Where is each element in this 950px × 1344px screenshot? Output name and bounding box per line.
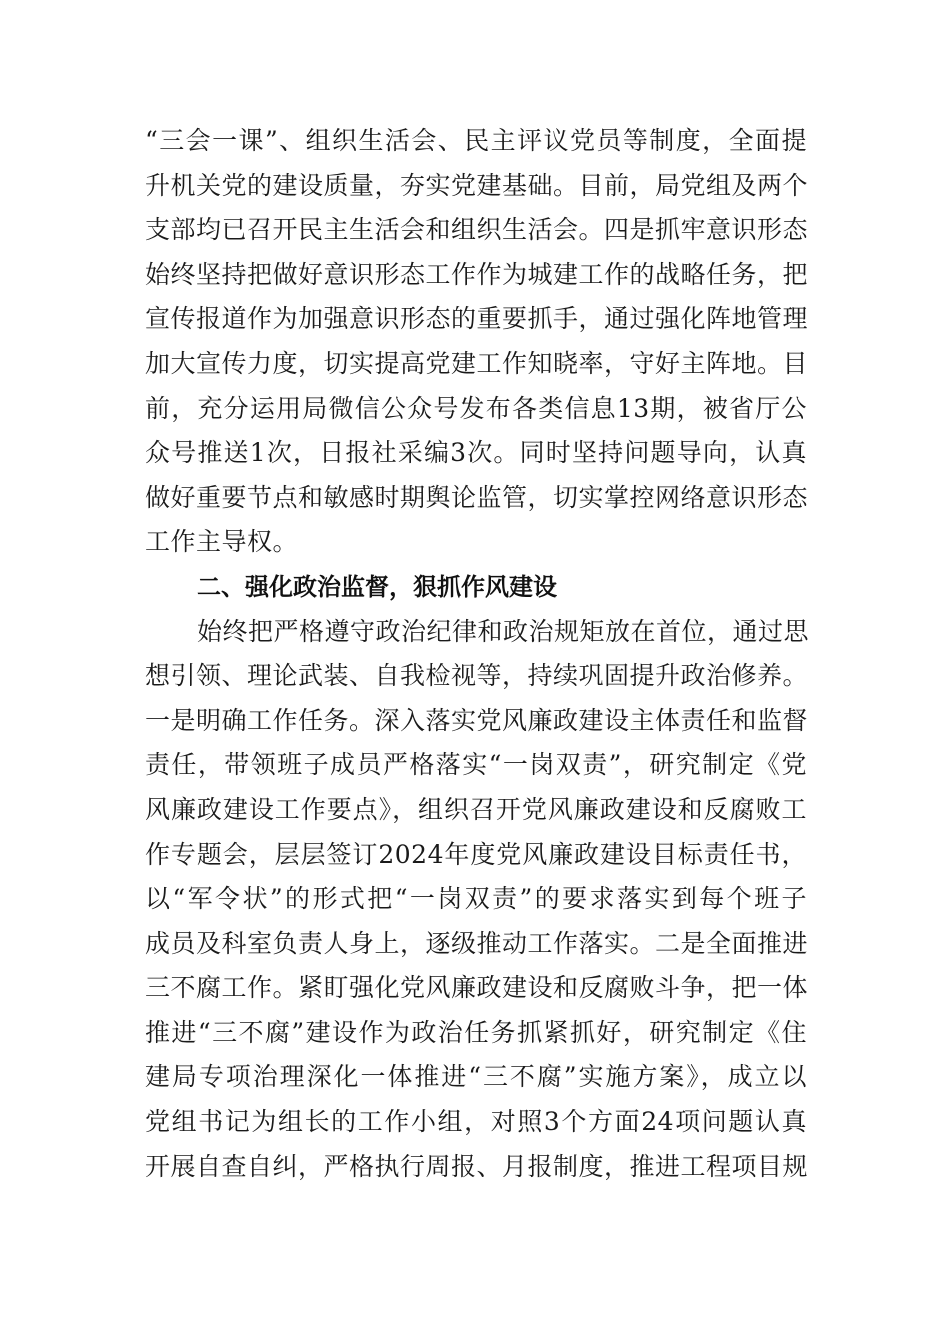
- text-line: “三会一课”、组织生活会、民主评议党员等制度，全面提: [145, 126, 807, 155]
- text-line: 做好重要节点和敏感时期舆论监管，切实掌控网络意识形态: [145, 482, 809, 512]
- document-body: [145, 119, 810, 1189]
- text-line: 推进“三不腐”建设作为政治任务抓紧抓好，研究制定《住: [145, 1017, 807, 1047]
- text-line: 党组书记为组长的工作小组，对照3个方面24项问题认真: [145, 1107, 807, 1137]
- text-line: 开展自查自纠，严格执行周报、月报制度，推进工程项目规: [145, 1151, 809, 1181]
- text-line: 想引领、理论武装、自我检视等，持续巩固提升政治修养。: [145, 661, 809, 691]
- text-line: 风廉政建设工作要点》，组织召开党风廉政建设和反腐败工: [145, 794, 807, 824]
- text-line: 三不腐工作。紧盯强化党风廉政建设和反腐败斗争，把一体: [145, 973, 809, 1003]
- paragraph-political-supervision: [145, 610, 810, 1190]
- text-line: 以“军令状”的形式把“一岗双责”的要求落实到每个班子: [145, 884, 807, 914]
- text-line: 一是明确工作任务。深入落实党风廉政建设主体责任和监督: [145, 705, 809, 735]
- text-line: 升机关党的建设质量，夯实党建基础。目前，局党组及两个: [145, 170, 809, 200]
- text-line: 责任，带领班子成员严格落实“一岗双责”，研究制定《党: [145, 750, 807, 780]
- text-line: 工作主导权。: [145, 527, 299, 557]
- paragraph-party-building: [145, 119, 807, 565]
- text-line: 加大宣传力度，切实提高党建工作知晓率，守好主阵地。目: [145, 348, 809, 378]
- text-line: 宣传报道作为加强意识形态的重要抓手，通过强化阵地管理: [145, 304, 809, 334]
- text-line: 支部均已召开民主生活会和组织生活会。四是抓牢意识形态: [145, 215, 809, 245]
- text-line: 众号推送1次，日报社采编3次。同时坚持问题导向，认真: [145, 438, 807, 468]
- section-heading: 二、强化政治监督，狠抓作风建设: [197, 572, 557, 601]
- text-line: 成员及科室负责人身上，逐级推动工作落实。二是全面推进: [145, 928, 809, 958]
- text-line: 始终把严格遵守政治纪律和政治规矩放在首位，通过思: [197, 616, 810, 646]
- text-line: 前，充分运用局微信公众号发布各类信息13期，被省厅公: [145, 393, 807, 423]
- text-line: 建局专项治理深化一体推进“三不腐”实施方案》，成立以: [145, 1062, 807, 1092]
- text-line: 始终坚持把做好意识形态工作作为城建工作的战略任务，把: [145, 259, 809, 289]
- text-line: 作专题会，层层签订2024年度党风廉政建设目标责任书，: [145, 839, 807, 869]
